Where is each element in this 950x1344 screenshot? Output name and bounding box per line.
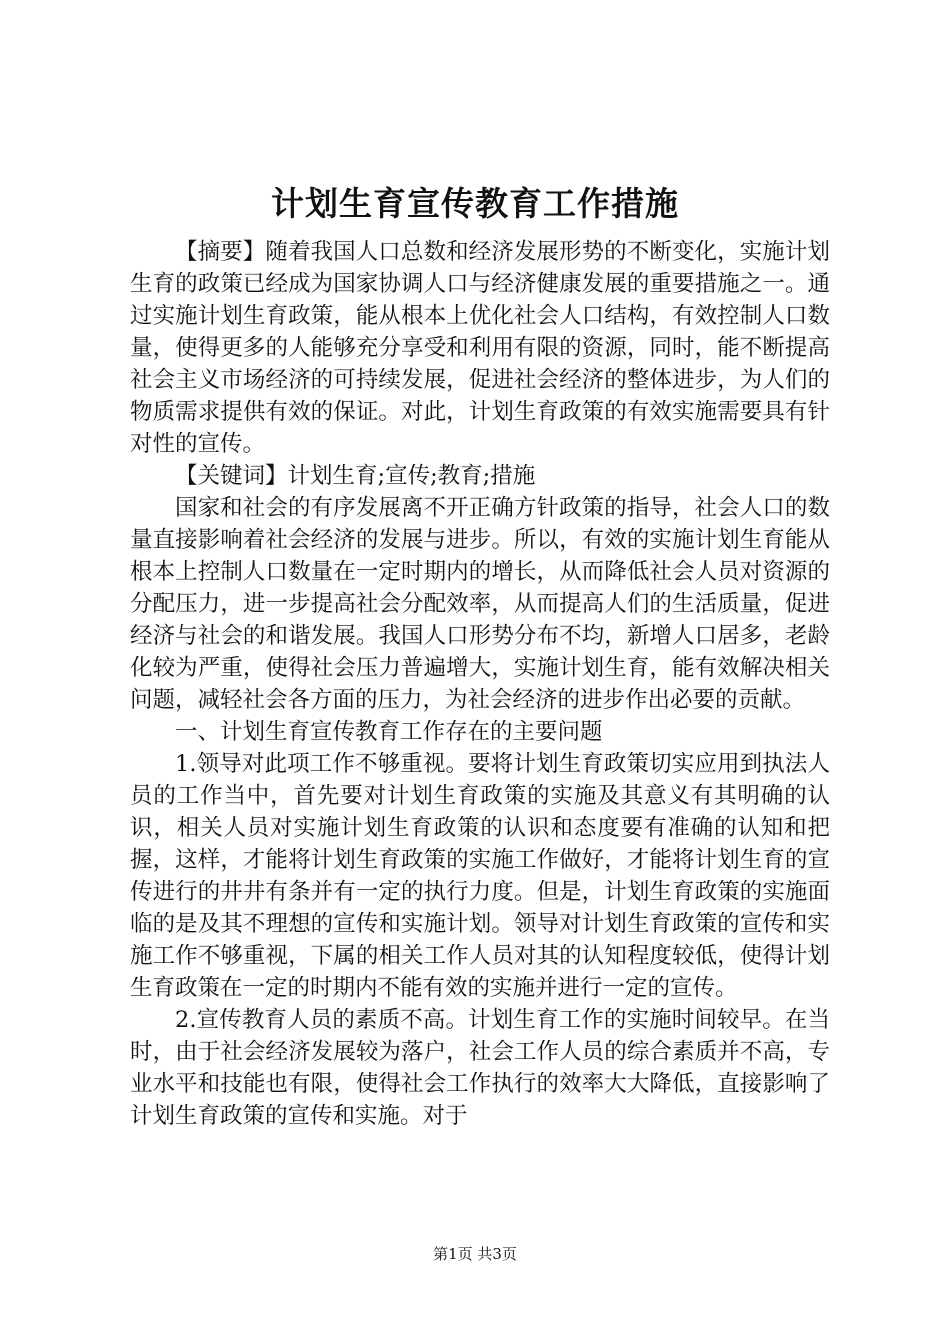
page-footer: 第1页 共3页: [433, 1245, 517, 1263]
document-body: [130, 236, 830, 1132]
intro-paragraph: 国家和社会的有序发展离不开正确方针政策的指导，社会人口的数量直接影响着社会经济的发展与进步。所以，有效的实施计划生育能从根本上控制人口数量在一定时期内的增长，从而降低社会人员对资源的分配压力，进一步提高社会分配效率，从而提高人们的生活质量，促进经济与社会的和谐发展。我国人口形势分布不均，新增人口居多，老龄化较为严重，使得社会压力普遍增大，实施计划生育，能有效解决相关问题，减轻社会各方面的压力，为社会经济的进步作出必要的贡献。: [130, 495, 830, 713]
keywords-paragraph: 【关键词】计划生育;宣传;教育;措施: [175, 463, 536, 489]
body-paragraph: 2.宣传教育人员的素质不高。计划生育工作的实施时间较早。在当时，由于社会经济发展较为落户，社会工作人员的综合素质并不高，专业水平和技能也有限，使得社会工作执行的效率大大降低，直接影响了计划生育政策的宣传和实施。对于: [130, 1007, 830, 1129]
abstract-paragraph: 【摘要】随着我国人口总数和经济发展形势的不断变化，实施计划生育的政策已经成为国家协调人口与经济健康发展的重要措施之一。通过实施计划生育政策，能从根本上优化社会人口结构，有效控制人口数量，使得更多的人能够充分享受和利用有限的资源，同时，能不断提高社会主义市场经济的可持续发展，促进社会经济的整体进步，为人们的物质需求提供有效的保证。对此，计划生育政策的有效实施需要具有针对性的宣传。: [130, 239, 830, 457]
document-title: 计划生育宣传教育工作措施: [271, 184, 679, 223]
body-paragraph: 1.领导对此项工作不够重视。要将计划生育政策切实应用到执法人员的工作当中，首先要对计划生育政策的实施及其意义有其明确的认识，相关人员对实施计划生育政策的认识和态度要有准确的认知和把握，这样，才能将计划生育政策的实施工作做好，才能将计划生育的宣传进行的井井有条并有一定的执行力度。但是，计划生育政策的实施面临的是及其不理想的宣传和实施计划。领导对计划生育政策的宣传和实施工作不够重视，下属的相关工作人员对其的认知程度较低，使得计划生育政策在一定的时期内不能有效的实施并进行一定的宣传。: [130, 751, 830, 1001]
section-heading: 一、计划生育宣传教育工作存在的主要问题: [175, 719, 603, 745]
